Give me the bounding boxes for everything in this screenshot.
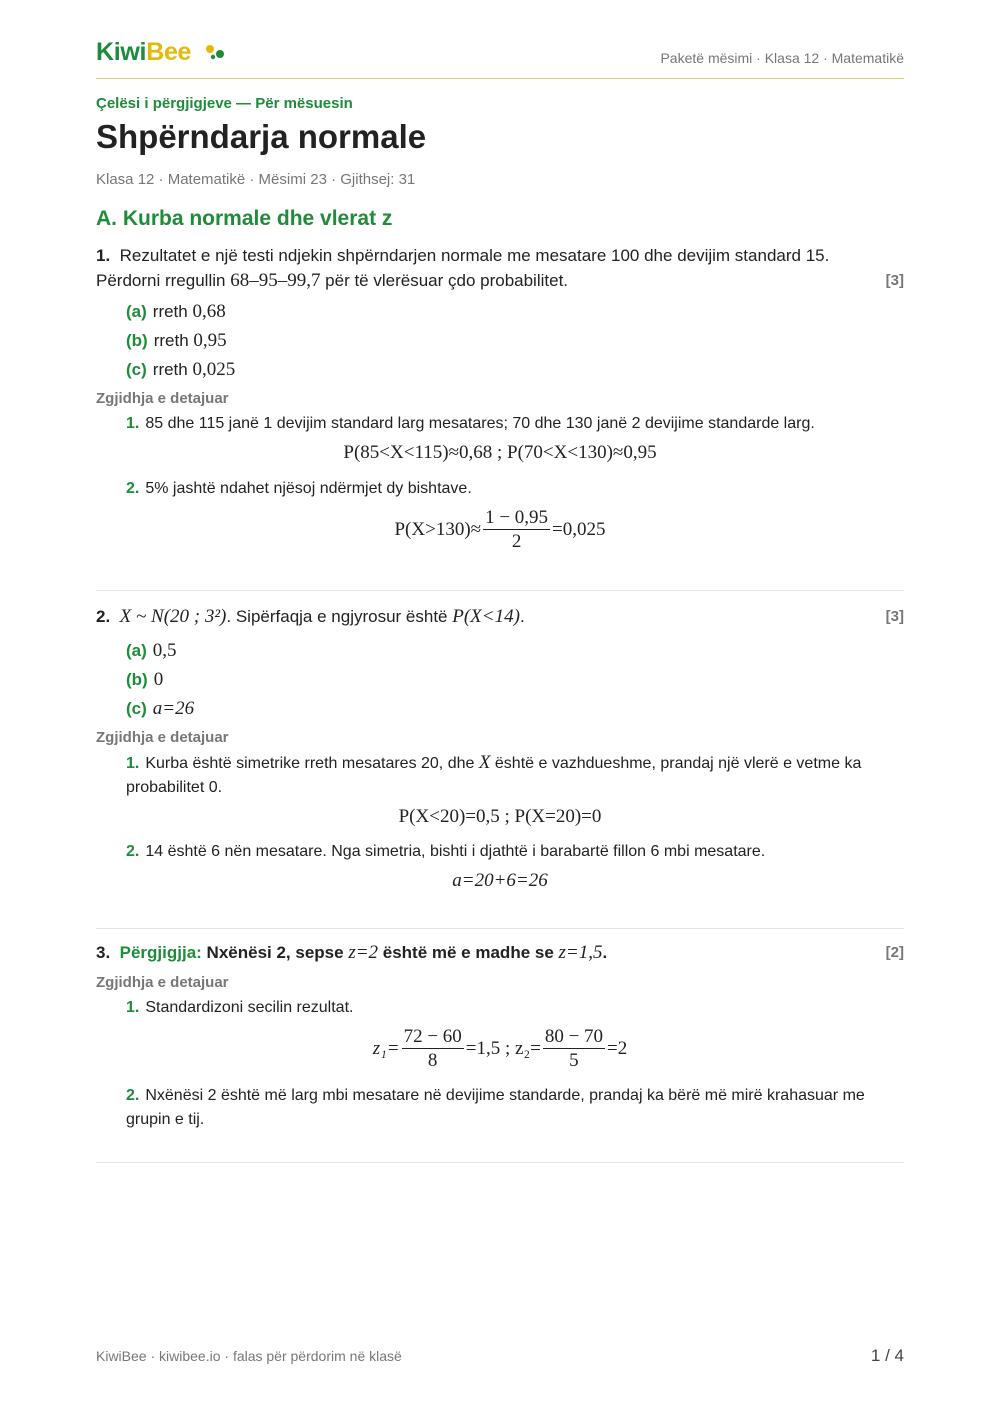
- step-text: Nxënësi 2 është më larg mbi mesatare në devijime standarde, prandaj ka bërë më mirë krahasuar me grupin e tij.: [126, 1087, 865, 1128]
- solution-step-1: [126, 996, 896, 1020]
- option-label: (a): [126, 641, 147, 660]
- answer-math: z=2: [348, 942, 379, 963]
- option-value: 0,95: [193, 330, 227, 351]
- question-number: 1.: [96, 246, 111, 265]
- option-label: (b): [126, 331, 148, 350]
- question-3: [96, 940, 856, 965]
- step-text: 14 është 6 nën mesatare. Nga simetria, bishti i djathtë i barabartë fillon 6 mbi mesatare.: [145, 843, 766, 860]
- question-divider: [96, 1162, 904, 1163]
- question-text-line1: Rezultatet e një testi ndjekin shpërndarjen normale me mesatare 100 dhe devijim standard 15.: [119, 246, 830, 265]
- equation: a=20+6=26: [452, 870, 548, 891]
- option-value: 0,68: [192, 301, 226, 322]
- solution-step-2: [126, 477, 896, 501]
- distribution-math: X ~ N(20 ; 3²): [119, 606, 227, 627]
- logo-dots-icon: [204, 44, 226, 60]
- answer-text: është më e madhe se: [378, 943, 559, 962]
- option-b: [126, 330, 227, 352]
- option-c: [126, 359, 235, 381]
- fraction: [483, 507, 550, 554]
- option-value: 0: [153, 669, 164, 690]
- variable-math: X: [478, 752, 491, 773]
- step-text: Standardizoni secilin rezultat.: [145, 999, 354, 1016]
- solution-step-1: [126, 412, 896, 436]
- step-number: 2.: [126, 480, 140, 497]
- page-footer: [96, 1348, 904, 1364]
- solution-heading: Zgjidhja e detajuar: [96, 729, 229, 746]
- equation-part: =0,025: [552, 518, 606, 540]
- probability-math: P(X<14): [452, 606, 520, 627]
- equation: P(85<X<115)≈0,68 ; P(70<X<130)≈0,95: [343, 442, 657, 463]
- solution-heading: Zgjidhja e detajuar: [96, 390, 229, 407]
- option-b: [126, 669, 163, 691]
- option-a: [126, 301, 226, 323]
- step-number: 1.: [126, 755, 140, 772]
- option-prefix: rreth: [152, 302, 188, 321]
- fraction-denominator: 2: [511, 531, 522, 552]
- question-2: [96, 604, 856, 629]
- logo-bee: Bee: [146, 38, 192, 66]
- question-number: 2.: [96, 607, 111, 626]
- equation-part: z₁=: [372, 1037, 400, 1059]
- fraction-numerator: 1 − 0,95: [485, 507, 549, 528]
- marks-badge: [3]: [885, 272, 904, 289]
- solution-step-2: [126, 840, 896, 864]
- answer-key-page: [96, 0, 904, 1413]
- step-number: 2.: [126, 1087, 140, 1104]
- answer-text-end: .: [602, 943, 608, 962]
- brand-logo: [96, 38, 191, 67]
- eyebrow-label: Çelësi i përgjigjeve — Për mësuesin: [96, 95, 353, 112]
- question-text-part: Përdorni rregullin: [96, 271, 231, 290]
- question-text: . Sipërfaqja e ngjyrosur është: [226, 607, 453, 626]
- solution-step-2: [126, 1084, 896, 1132]
- rule-math: 68–95–99,7: [230, 270, 321, 291]
- question-text-part: për të vlerësuar çdo probabilitet.: [320, 271, 569, 290]
- option-value: 0,025: [192, 359, 236, 380]
- fraction-denominator: 5: [569, 1050, 579, 1071]
- option-prefix: rreth: [153, 331, 189, 350]
- question-1: [96, 243, 904, 293]
- step-number: 1.: [126, 999, 140, 1016]
- equation-part: =1,5 ; z₂=: [465, 1037, 541, 1059]
- option-value: 0,5: [152, 640, 177, 661]
- question-divider: [96, 928, 904, 929]
- solution-step-1: [126, 751, 896, 800]
- page-header: [96, 38, 904, 79]
- option-value: a=26: [152, 698, 195, 719]
- fraction: [402, 1026, 464, 1073]
- header-breadcrumb: Paketë mësimi · Klasa 12 · Matematikë: [660, 50, 904, 66]
- equation-fractions: [96, 1026, 904, 1073]
- answer-label: Përgjigjja:: [119, 943, 202, 962]
- option-prefix: rreth: [152, 360, 188, 379]
- marks-badge: [3]: [885, 608, 904, 625]
- step-text: 85 dhe 115 janë 1 devijim standard larg mesatares; 70 dhe 130 janë 2 devijime standarde larg.: [145, 415, 815, 432]
- page-title: Shpërndarja normale: [96, 118, 427, 155]
- question-divider: [96, 590, 904, 591]
- equation-fraction: [96, 507, 904, 554]
- step-text: Kurba është simetrike rreth mesatares 20, dhe: [145, 755, 479, 772]
- footer-text: KiwiBee · kiwibee.io · falas për përdorim në klasë: [96, 1348, 402, 1364]
- fraction: [543, 1026, 605, 1073]
- solution-heading: Zgjidhja e detajuar: [96, 974, 229, 991]
- step-number: 2.: [126, 843, 140, 860]
- option-label: (a): [126, 302, 147, 321]
- fraction-numerator: 80 − 70: [544, 1026, 604, 1047]
- fraction-numerator: 72 − 60: [403, 1026, 462, 1047]
- option-c: [126, 698, 194, 720]
- page-number: 1 / 4: [870, 1346, 904, 1365]
- answer-text: Nxënësi 2, sepse: [201, 943, 349, 962]
- answer-math: z=1,5: [558, 942, 603, 963]
- question-text-end: .: [519, 607, 525, 626]
- step-text: 5% jashtë ndahet njësoj ndërmjet dy bishtave.: [145, 480, 472, 497]
- page-meta: Klasa 12 · Matematikë · Mësimi 23 · Gjithsej: 31: [96, 171, 416, 188]
- option-label: (c): [126, 360, 147, 379]
- equation: P(X<20)=0,5 ; P(X=20)=0: [398, 806, 602, 827]
- step-text: është e vazhdueshme, prandaj një vlerë e vetme ka probabilitet 0.: [126, 755, 862, 796]
- equation-part: =2: [607, 1037, 628, 1059]
- step-number: 1.: [126, 415, 140, 432]
- question-number: 3.: [96, 943, 111, 962]
- equation-part: P(X>130)≈: [394, 518, 482, 540]
- option-label: (c): [126, 699, 147, 718]
- logo-kiwi: Kiwi: [96, 38, 147, 66]
- marks-badge: [2]: [885, 944, 904, 961]
- option-label: (b): [126, 670, 148, 689]
- fraction-denominator: 8: [427, 1050, 438, 1071]
- option-a: [126, 640, 177, 662]
- section-heading-a: A. Kurba normale dhe vlerat z: [96, 207, 393, 230]
